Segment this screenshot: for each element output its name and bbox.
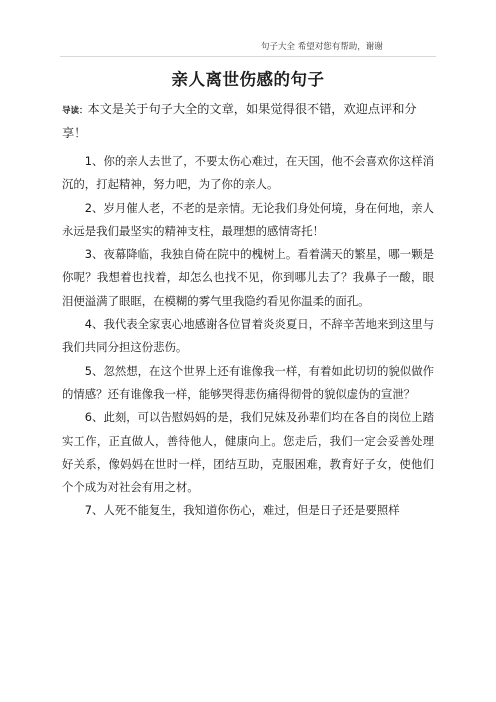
paragraph-6: 6、此刻，可以告慰妈妈的是，我们兄妹及孙辈们均在各自的岗位上踏实工作，正直做人，善待他人，健康向上。您走后，我们一定会妥善处理好关系，像妈妈在世时一样，团结互助，克服困难，教育好子女，使他们个个成为对社会有用之材。: [62, 410, 434, 495]
header-divider: [60, 56, 436, 57]
header-text: 句子大全 希望对您有帮助，谢谢: [261, 42, 383, 52]
paragraph-2: 2、岁月催人老，不老的是亲情。无论我们身处何境，身在何地，亲人永远是我们最坚实的精神支柱，最理想的感情寄托！: [62, 200, 434, 238]
page-header: [0, 40, 496, 64]
paragraph-1: 1、你的亲人去世了，不要太伤心难过，在天国，他不会喜欢你这样消沉的，打起精神，努力吧，为了你的亲人。: [62, 154, 434, 192]
paragraph-7: 7、人死不能复生，我知道你伤心，难过，但是日子还是要照样: [84, 503, 400, 518]
document-title: 亲人离世伤感的句子: [171, 70, 325, 89]
paragraph-5: 5、忽然想，在这个世界上还有谁像我一样，有着如此切切的貌似做作的情感？还有谁像我一样，能够哭得悲伤痛得彻骨的貌似虚伪的宣泄？: [62, 363, 434, 401]
paragraph-4: 4、我代表全家衷心地感谢各位冒着炎炎夏日，不辞辛苦地来到这里与我们共同分担这份悲伤。: [62, 317, 434, 355]
intro-text: 本文是关于句子大全的文章，如果觉得很不错，欢迎点评和分享！: [62, 102, 417, 140]
intro: [62, 98, 436, 144]
paragraph-3: 3、夜幕降临，我独自倚在院中的槐树上。看着满天的繁星，哪一颗是你呢？我想着也找着，却怎么也找不见，你到哪儿去了？我鼻子一酸，眼泪便溢满了眼眶，在模糊的雾气里我隐约看见你温柔的面孔。: [62, 247, 434, 308]
intro-label: 导读：: [62, 106, 88, 116]
article-body: [62, 150, 434, 523]
